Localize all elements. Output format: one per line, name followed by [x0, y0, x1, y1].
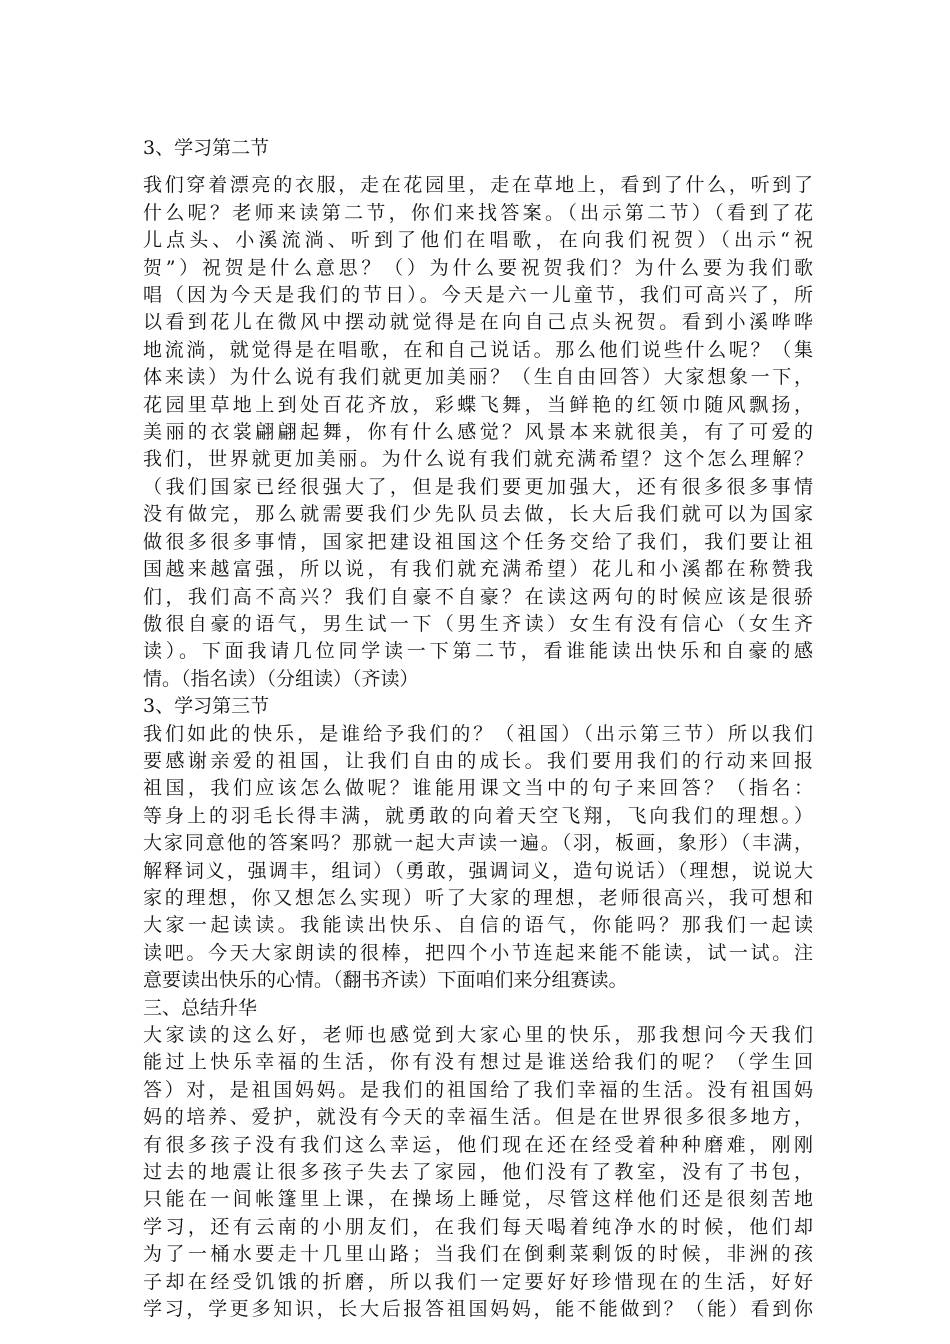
text-line: 体来读）为什么说有我们就更加美丽？（生自由回答）大家想象一下，	[143, 366, 813, 389]
text-line: 地流淌，就觉得是在唱歌，在和自己说话。那么他们说些什么呢？（集	[143, 338, 813, 361]
text-line: 什么呢？老师来读第二节，你们来找答案。（出示第二节）（看到了花	[143, 201, 813, 224]
section-heading: 3、学习第三节	[143, 695, 270, 718]
text-line: 大家读的这么好，老师也感觉到大家心里的快乐，那我想问今天我们	[143, 1024, 813, 1046]
paragraph	[143, 721, 813, 995]
section-heading: 3、学习第二节	[143, 137, 270, 159]
text-line: 学习，还有云南的小朋友们，在我们每天喝着纯净水的时候，他们却	[143, 1215, 813, 1238]
text-line: 读吧。今天大家朗读的很棒，把四个小节连起来能不能读，试一试。注	[143, 941, 813, 964]
text-line: 为了一桶水要走十几里山路；当我们在倒剩菜剩饭的时候，非洲的孩	[143, 1243, 813, 1266]
text-line: 没有做完，那么就需要我们少先队员去做，长大后我们就可以为国家	[143, 503, 813, 526]
section-heading: 三、总结升华	[143, 996, 258, 1019]
text-line: 家的理想，你又想怎么实现）听了大家的理想，老师很高兴，我可想和	[143, 886, 813, 909]
text-line: 我们，世界就更加美丽。为什么说有我们就充满希望？这个怎么理解？	[143, 448, 813, 471]
text-line: 大家同意他的答案吗？那就一起大声读一遍。（羽，板画，象形）（丰满，	[143, 832, 813, 855]
text-line: 等身上的羽毛长得丰满，就勇敢的向着天空飞翔，飞向我们的理想。）	[143, 804, 813, 827]
text-line: 们，我们高不高兴？我们自豪不自豪？在读这两句的时候应该是很骄	[143, 585, 813, 608]
text-line: 只能在一间帐篷里上课，在操场上睡觉，尽管这样他们还是很刻苦地	[143, 1188, 813, 1211]
text-line: 过去的地震让很多孩子失去了家园，他们没有了教室，没有了书包，	[143, 1161, 813, 1184]
paragraph	[143, 1022, 813, 1323]
text-line: 意要读出快乐的心情。（翻书齐读）下面咱们来分组赛读。	[143, 969, 628, 992]
spacer	[143, 162, 813, 172]
text-line: 唱（因为今天是我们的节日）。今天是六一儿童节，我们可高兴了，所	[143, 284, 813, 307]
text-line: （我们国家已经很强大了，但是我们要更加强大，还有很多很多事情	[143, 475, 813, 498]
text-line: 学习，学更多知识，长大后报答祖国妈妈，能不能做到？（能）看到你	[143, 1298, 813, 1321]
text-line: 做很多很多事情，国家把建设祖国这个任务交给了我们，我们要让祖	[143, 530, 813, 553]
text-line: 以看到花儿在微风中摆动就觉得是在向自己点头祝贺。看到小溪哗哗	[143, 311, 813, 334]
text-line: 情。（指名读）（分组读）（齐读）	[143, 667, 419, 690]
text-line: 祖国，我们应该怎么做呢？谁能用课文当中的句子来回答？（指名：	[143, 777, 813, 800]
text-line: 能过上快乐幸福的生活，你有没有想过是谁送给我们的呢？（学生回	[143, 1051, 813, 1074]
text-line: 解释词义，强调丰，组词）（勇敢，强调词义，造句说话）（理想，说说大	[143, 859, 813, 882]
text-line: 读）。下面我请几位同学读一下第二节，看谁能读出快乐和自豪的感	[143, 640, 813, 663]
document-body	[143, 135, 813, 1323]
text-line: 花园里草地上到处百花齐放，彩蝶飞舞，当鲜艳的红领巾随风飘扬，	[143, 393, 813, 416]
text-line: 有很多孩子没有我们这么幸运，他们现在还在经受着种种磨难，刚刚	[143, 1133, 813, 1156]
text-line: 妈的培养、爱护，就没有今天的幸福生活。但是在世界很多很多地方，	[143, 1106, 813, 1129]
text-line: 答）对，是祖国妈妈。是我们的祖国给了我们幸福的生活。没有祖国妈	[143, 1078, 813, 1101]
text-line: 国越来越富强，所以说，有我们就充满希望）花儿和小溪都在称赞我	[143, 558, 813, 581]
text-line: 大家一起读读。我能读出快乐、自信的语气，你能吗？那我们一起读	[143, 914, 813, 937]
text-line: 我们如此的快乐，是谁给予我们的？（祖国）（出示第三节）所以我们	[143, 722, 813, 745]
text-line: 美丽的衣裳翩翩起舞，你有什么感觉？风景本来就很美，有了可爱的	[143, 421, 813, 444]
text-line: 要感谢亲爱的祖国，让我们自由的成长。我们要用我们的行动来回报	[143, 749, 813, 772]
text-line: 子却在经受饥饿的折磨，所以我们一定要好好珍惜现在的生活，好好	[143, 1270, 813, 1293]
text-line: 儿点头、小溪流淌、听到了他们在唱歌，在向我们祝贺）（出示“祝	[143, 229, 813, 252]
paragraph	[143, 172, 813, 693]
text-line: 贺”）祝贺是什么意思？（）为什么要祝贺我们？为什么要为我们歌	[143, 256, 813, 279]
text-line: 傲很自豪的语气，男生试一下（男生齐读）女生有没有信心（女生齐	[143, 612, 813, 635]
text-line: 我们穿着漂亮的衣服，走在花园里，走在草地上，看到了什么，听到了	[143, 174, 813, 197]
